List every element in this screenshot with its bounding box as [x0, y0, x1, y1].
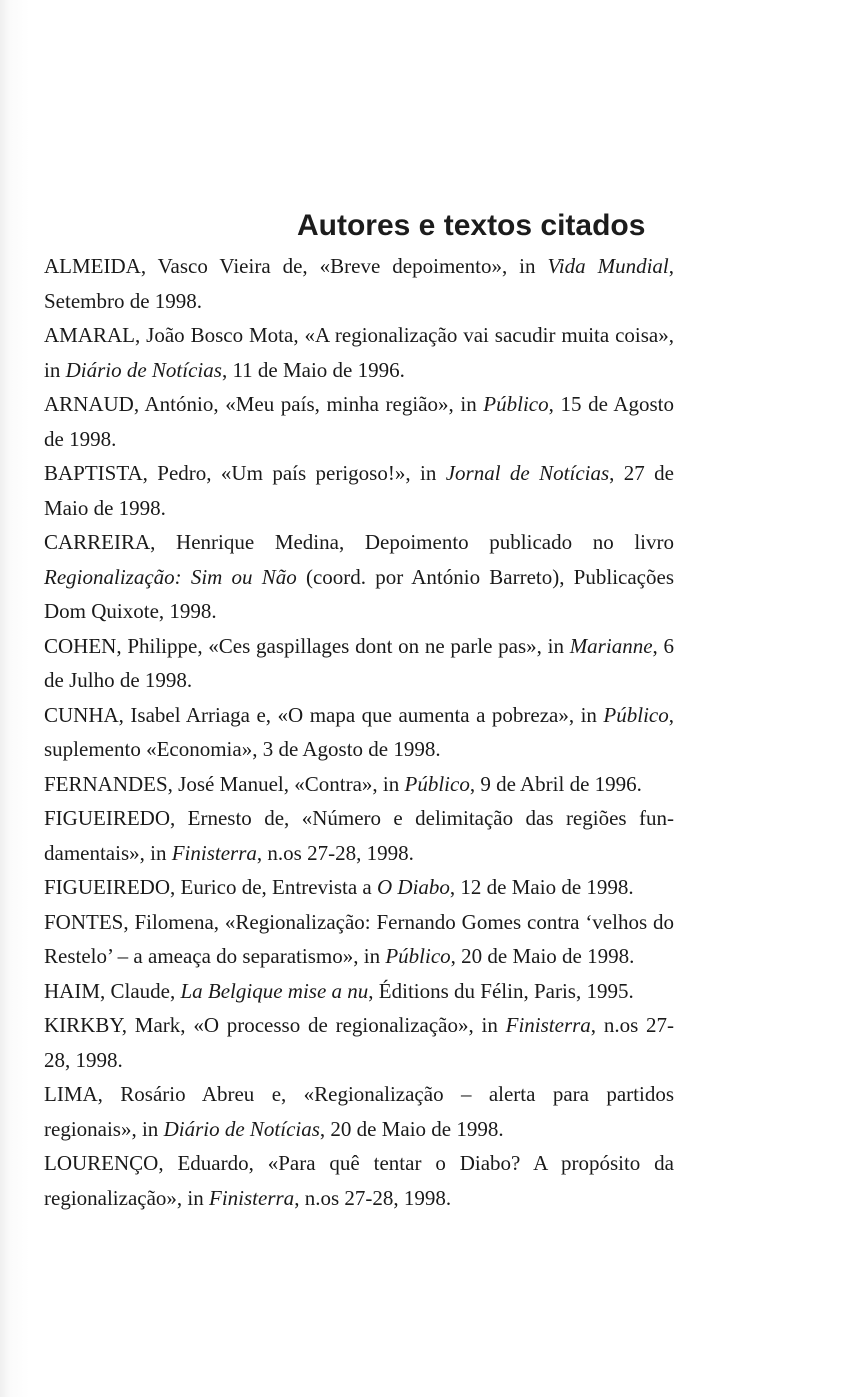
entry-text: ARNAUD, António, «Meu país, minha região», in: [44, 392, 484, 416]
entry-text: (coord. por António Barreto), Publicações Dom Quixote, 1998.: [44, 564, 674, 623]
bibliography-entry: [44, 974, 674, 1009]
entry-text: LIMA, Rosário Abreu e, «Regionalização – alerta para partidos regionais», in: [44, 1082, 674, 1141]
entry-title-italic: Finisterra: [209, 1185, 295, 1210]
entry-title-italic: Público: [385, 944, 451, 968]
entry-text: ALMEIDA, Vasco Vieira de, «Breve depoimento», in: [44, 254, 548, 278]
bibliography-entry: [44, 698, 674, 767]
entry-title-italic: Público: [603, 702, 669, 727]
entry-text: FONTES, Filomena, «Regionalização: Fernando Gomes contra ‘velhos do Restelo’ – a ameaça do separatismo», in: [44, 909, 674, 968]
bibliography-entry: [44, 801, 674, 870]
bibliography-entry: [44, 525, 674, 629]
bibliography-entry: [44, 767, 674, 802]
bibliography-entry: [44, 456, 674, 525]
entry-text: , n.os 27-28, 1998.: [294, 1185, 452, 1210]
entry-text: KIRKBY, Mark, «O processo de regionalização», in: [44, 1013, 506, 1037]
entry-title-italic: Público: [404, 771, 470, 796]
entry-title-italic: Público: [483, 392, 549, 416]
bibliography-entry: [44, 870, 674, 905]
entry-text: COHEN, Philippe, «Ces gaspillages dont on ne parle pas», in: [44, 633, 570, 658]
entry-text: , Éditions du Félin, Paris, 1995.: [368, 978, 634, 1003]
entry-title-italic: La Belgique mise a nu: [180, 978, 369, 1003]
bibliography-entry: [44, 629, 674, 698]
bibliography-entry: [44, 1077, 674, 1146]
bibliography-entry: [44, 905, 674, 974]
entry-text: , n.os 27-28, 1998.: [44, 1013, 674, 1072]
entry-text: , n.os 27-28, 1998.: [256, 840, 414, 865]
entry-title-italic: Diário de Notícias: [65, 357, 222, 382]
entry-text: CUNHA, Isabel Arriaga e, «O mapa que aumenta a pobreza», in: [44, 702, 604, 727]
section-heading: Autores e textos citados: [297, 209, 646, 242]
entry-text: CARREIRA, Henrique Medina, Depoimento publicado no livro: [44, 530, 674, 554]
bibliography-entry: [44, 318, 674, 387]
entry-text: , 9 de Abril de 1996.: [469, 771, 642, 796]
entry-text: AMARAL, João Bosco Mota, «A regionalização vai sacudir muita coisa», in: [44, 323, 674, 382]
entry-text: , 15 de Agosto de 1998.: [44, 392, 674, 451]
entry-title-italic: Regionalização: Sim ou Não: [44, 564, 297, 589]
entry-title-italic: Marianne: [569, 633, 653, 658]
entry-text: LOURENÇO, Eduardo, «Para quê tentar o Diabo? A propósito da regionalização», in: [44, 1151, 674, 1210]
entry-text: HAIM, Claude,: [44, 978, 181, 1003]
entry-title-italic: Finisterra: [505, 1013, 591, 1037]
bibliography-entry: [44, 1146, 674, 1215]
entry-text: , 11 de Maio de 1996.: [221, 357, 405, 382]
entry-text: , Setembro de 1998.: [44, 254, 674, 313]
entry-text: FERNANDES, José Manuel, «Contra», in: [44, 771, 405, 796]
entry-text: , suplemento «Economia», 3 de Agosto de 1998.: [44, 702, 674, 761]
entry-text: , 6 de Julho de 1998.: [44, 633, 674, 692]
bibliography-list: [44, 249, 674, 1215]
entry-text: BAPTISTA, Pedro, «Um país perigoso!», in: [44, 461, 446, 485]
entry-title-italic: O Diabo: [377, 875, 450, 899]
entry-title-italic: Diário de Notícias: [163, 1116, 320, 1141]
entry-text: , 20 de Maio de 1998.: [319, 1116, 504, 1141]
entry-text: , 27 de Maio de 1998.: [44, 461, 675, 520]
entry-text: FIGUEIREDO, Ernesto de, «Número e delimitação das regiões fundamentais», in: [44, 806, 674, 865]
entry-text: FIGUEIREDO, Eurico de, Entrevista a: [44, 875, 377, 899]
entry-title-italic: Vida Mundial: [547, 254, 669, 278]
entry-text: , 20 de Maio de 1998.: [450, 944, 635, 968]
entry-title-italic: Jornal de Notícias: [445, 461, 610, 485]
entry-text: , 12 de Maio de 1998.: [449, 875, 634, 899]
entry-title-italic: Finisterra: [171, 840, 257, 865]
bibliography-entry: [44, 387, 674, 456]
bibliography-entry: [44, 1008, 674, 1077]
bibliography-entry: [44, 249, 674, 318]
